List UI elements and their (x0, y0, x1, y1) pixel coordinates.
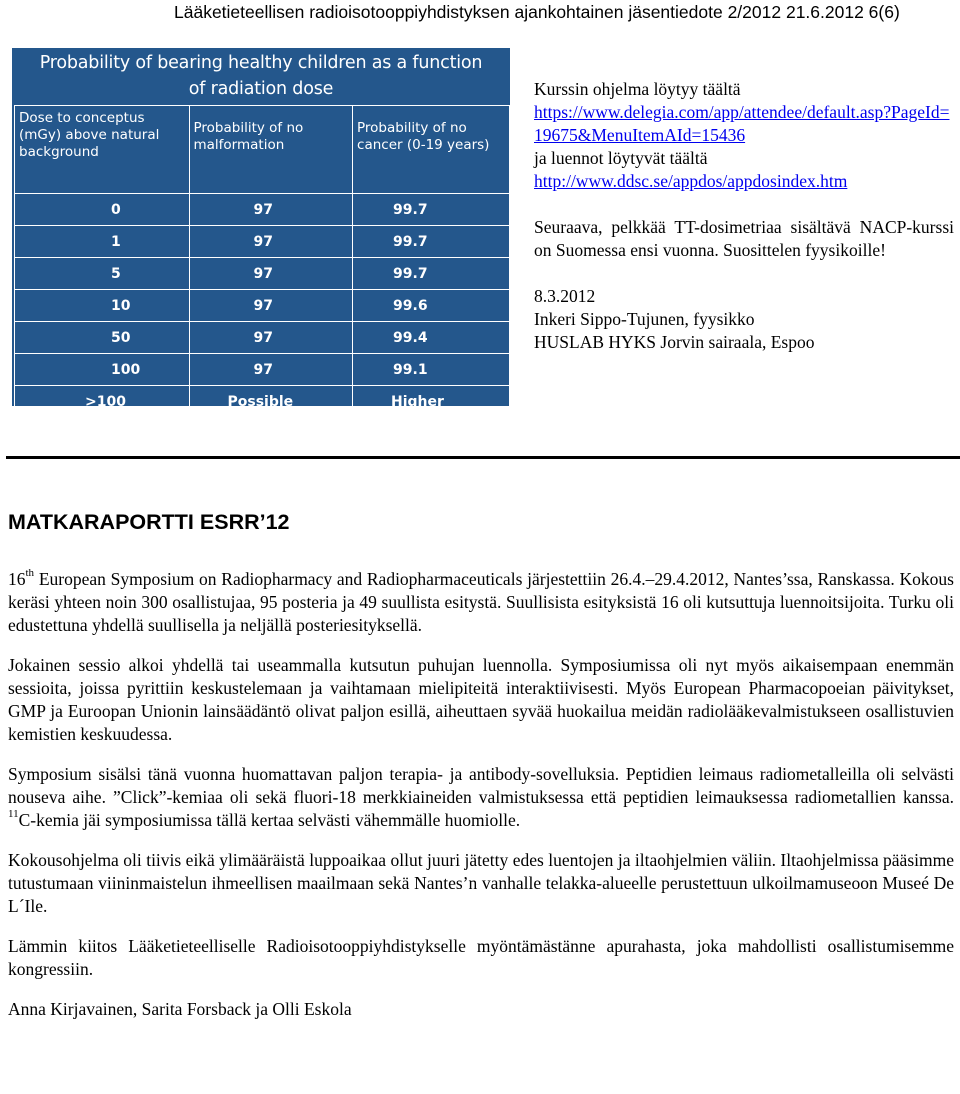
cell-dose: 5 (15, 258, 190, 290)
report-signature: Anna Kirjavainen, Sarita Forsback ja Olli Eskola (8, 999, 352, 1019)
lectures-text: ja luennot löytyvät täältä (534, 148, 708, 168)
table-row (15, 386, 510, 418)
paragraph-3-text-start: Symposium sisälsi tänä vuonna huomattavan paljon terapia- ja antibody-sovelluksia. Peptidien leimaus radiometalleilla oli selvästi nouseva aihe. ”Click”-kemiaa oli sekä fluori-18 merkkiaineiden valmistuksessa että peptidien leimauksessa radiometallien kanssa. (8, 764, 954, 807)
note-affiliation: HUSLAB HYKS Jorvin sairaala, Espoo (534, 332, 815, 352)
table-header-row (15, 106, 510, 194)
report-paragraph-5: Lämmin kiitos Lääketieteelliselle Radioisotooppiyhdistykselle myöntämästänne apurahasta, joka mahdollisti osallistumisemme kongressiin. (8, 936, 954, 979)
cell-cancer: 99.7 (353, 194, 510, 226)
course-program-link[interactable]: https://www.delegia.com/app/attendee/default.asp?PageId=19675&MenuItemAId=15436 (534, 102, 950, 145)
course-info (534, 78, 954, 354)
section-divider (6, 456, 960, 459)
radiation-dose-figure (12, 48, 510, 410)
cell-dose: 0 (15, 194, 190, 226)
table-row (15, 322, 510, 354)
cell-dose: >100 (15, 386, 190, 418)
ordinal-suffix: th (25, 567, 35, 580)
report-paragraph-2: Jokainen sessio alkoi yhdellä tai useammalla kutsutun puhujan luennolla. Symposiumissa oli nyt myös aikaisempaan enemmän sessioita, joissa pyrittiin keskustelemaan ja vaihtamaan mielipiteitä interaktiivisesti. Myös European Pharmacopoeian päivitykset, GMP ja Euroopan Unionin lainsäädäntö olivat paljon esillä, aiheuttaen syvää huokailua meidän radiolääkevalmistukseen osallistuvien kemistien keskuudessa. (8, 655, 954, 744)
page-header: Lääketieteellisen radioisotooppiyhdistyksen ajankohtainen jäsentiedote 2/2012 21.6.2012 6(6) (174, 2, 900, 22)
figure-title-line-1: Probability of bearing healthy children as a function (39, 53, 483, 73)
note-date: 8.3.2012 (534, 286, 596, 306)
cell-malformation: 97 (189, 258, 353, 290)
cell-malformation: 97 (189, 354, 353, 386)
note-author: Inkeri Sippo-Tujunen, fyysikko (534, 309, 755, 329)
cell-dose: 100 (15, 354, 190, 386)
column-header-malformation: Probability of no malformation (189, 106, 353, 194)
course-program-text: Kurssin ohjelma löytyy täältä (534, 79, 741, 99)
cell-malformation: Possible (189, 386, 353, 418)
report-paragraph-1 (8, 568, 954, 637)
cell-cancer: 99.4 (353, 322, 510, 354)
figure-title-line-2: of radiation dose (188, 79, 334, 99)
report-body (8, 568, 954, 1021)
cell-malformation: 97 (189, 290, 353, 322)
paragraph-1-text: European Symposium on Radiopharmacy and Radiopharmaceuticals järjestettiin 26.4.–29.4.2012, Nantes’ssa, Ranskassa. Kokous keräsi yhteen noin 300 osallistujaa, 95 posteria ja 49 suullista esitystä. Suullisista esityksistä 16 oli kutsuttuja luennoitsijoita. Turku oli edustettuna yhdellä suullisella ja neljällä posteriesityksellä. (8, 569, 954, 635)
table-row (15, 290, 510, 322)
isotope-mass-number: 11 (8, 808, 19, 821)
cell-malformation: 97 (189, 226, 353, 258)
cell-cancer: Higher (353, 386, 510, 418)
report-title: MATKARAPORTTI ESRR’12 (8, 510, 290, 534)
report-paragraph-3 (8, 763, 954, 832)
symposium-ordinal: 16 (8, 569, 26, 589)
table-row (15, 354, 510, 386)
cell-malformation: 97 (189, 194, 353, 226)
next-course-note: Seuraava, pelkkää TT-dosimetriaa sisältävä NACP-kurssi on Suomessa ensi vuonna. Suosittelen fyysikoille! (534, 217, 954, 260)
cell-dose: 1 (15, 226, 190, 258)
cell-cancer: 99.1 (353, 354, 510, 386)
paragraph-3-text-end: C-kemia jäi symposiumissa tällä kertaa selvästi vähemmälle huomiolle. (18, 810, 521, 830)
cell-cancer: 99.7 (353, 226, 510, 258)
cell-cancer: 99.6 (353, 290, 510, 322)
dose-probability-table (14, 105, 510, 418)
figure-title (14, 50, 508, 102)
cell-dose: 50 (15, 322, 190, 354)
lectures-link[interactable]: http://www.ddsc.se/appdos/appdosindex.htm (534, 171, 848, 191)
table-row (15, 258, 510, 290)
report-paragraph-4: Kokousohjelma oli tiivis eikä ylimääräistä luppoaikaa ollut juuri jätetty edes luentojen ja iltaohjelmien väliin. Iltaohjelmissa pääsimme tutustumaan viininmaistelun ihmeellisen maailmaan sekä Nantes’n vanhalle telakka-alueelle perustettuun ulkoilmamuseoon Museé De L´Ile. (8, 850, 954, 916)
column-header-dose: Dose to conceptus (mGy) above natural background (15, 106, 190, 194)
cell-malformation: 97 (189, 322, 353, 354)
table-row (15, 194, 510, 226)
cell-cancer: 99.7 (353, 258, 510, 290)
column-header-cancer: Probability of no cancer (0-19 years) (353, 106, 510, 194)
table-row (15, 226, 510, 258)
cell-dose: 10 (15, 290, 190, 322)
